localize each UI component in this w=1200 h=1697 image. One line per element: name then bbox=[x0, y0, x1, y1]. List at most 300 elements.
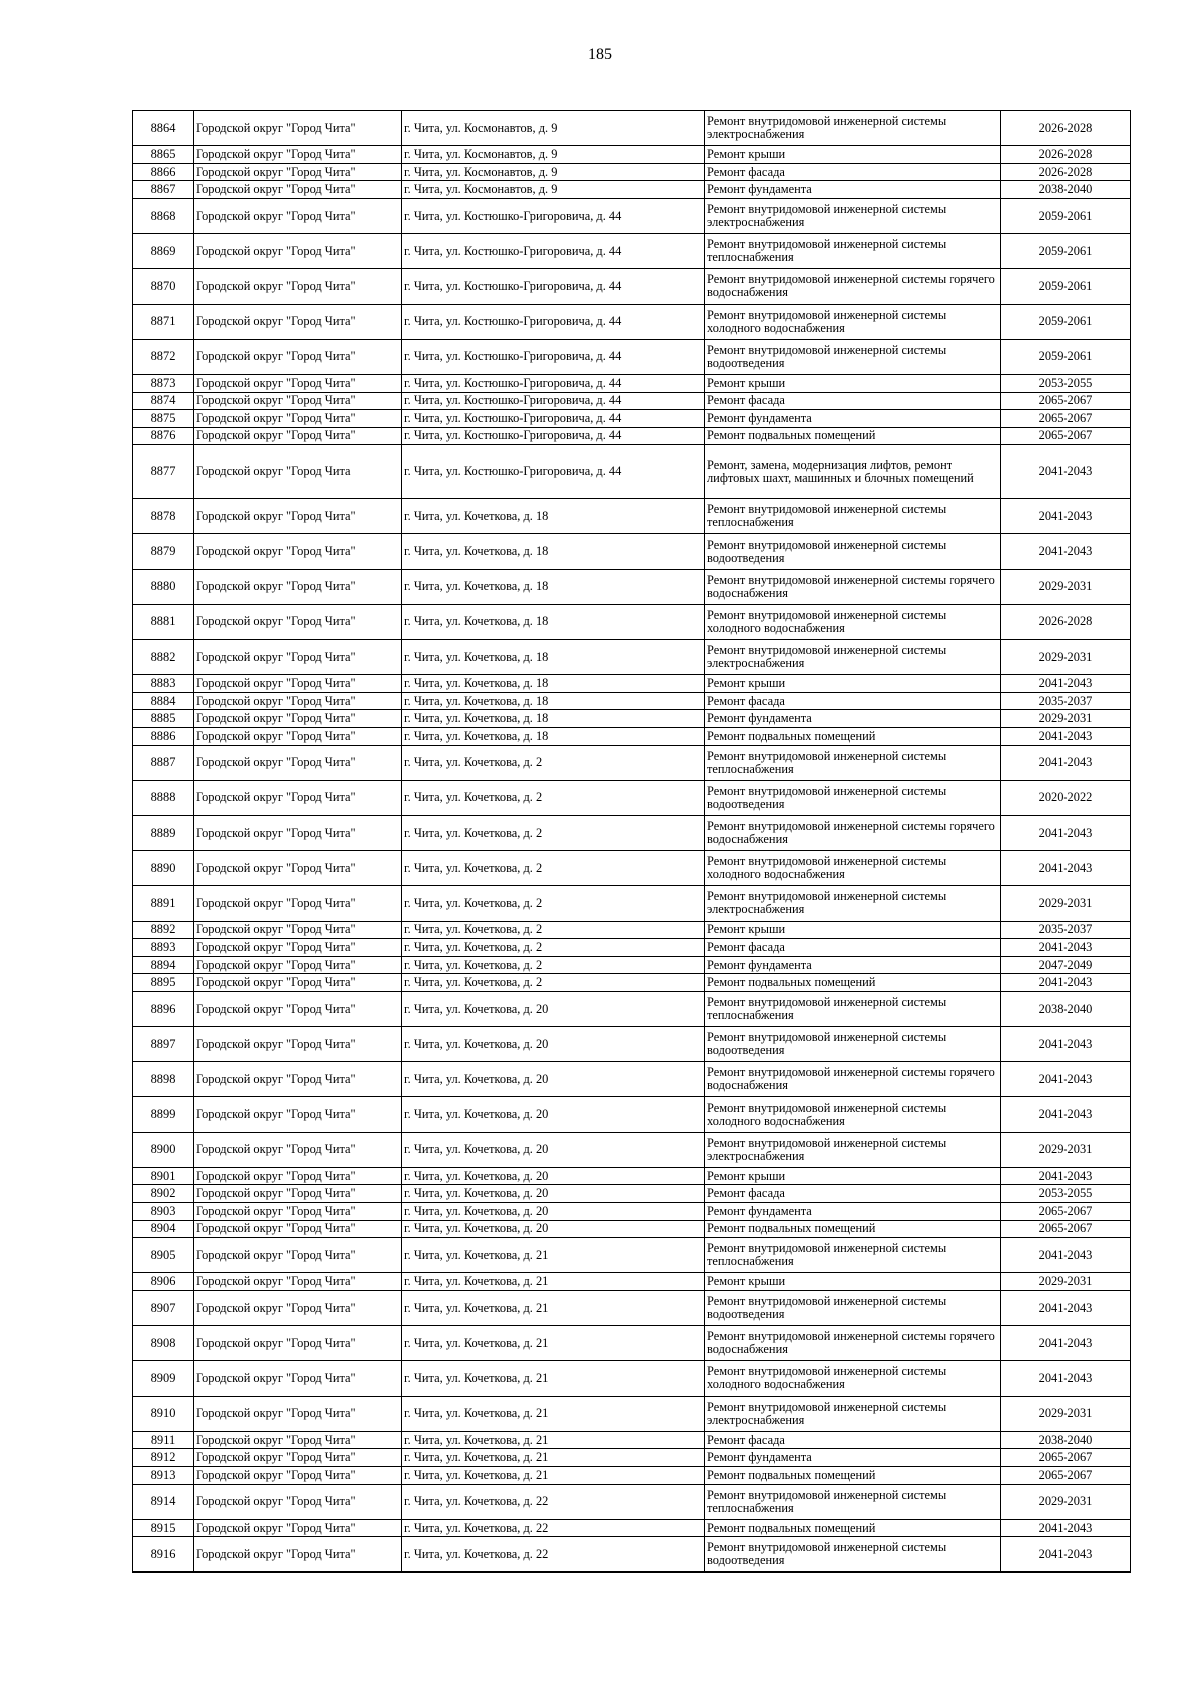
row-number-cell: 8876 bbox=[133, 427, 194, 445]
table-row bbox=[133, 445, 1131, 499]
period-cell: 2047-2049 bbox=[1001, 956, 1131, 974]
address-cell: г. Чита, ул. Костюшко-Григоровича, д. 44 bbox=[402, 198, 705, 233]
municipality-cell: Городской округ "Город Чита" bbox=[194, 604, 402, 639]
row-number-cell: 8907 bbox=[133, 1291, 194, 1326]
address-cell: г. Чита, ул. Кочеткова, д. 18 bbox=[402, 534, 705, 569]
row-number-cell: 8888 bbox=[133, 780, 194, 815]
address-cell: г. Чита, ул. Кочеткова, д. 20 bbox=[402, 1220, 705, 1238]
table-row bbox=[133, 991, 1131, 1026]
table-row bbox=[133, 1396, 1131, 1431]
period-cell: 2059-2061 bbox=[1001, 269, 1131, 304]
row-number-cell: 8897 bbox=[133, 1027, 194, 1062]
work-type-cell: Ремонт фасада bbox=[705, 163, 1001, 181]
municipality-cell: Городской округ "Город Чита" bbox=[194, 956, 402, 974]
work-type-cell: Ремонт внутридомовой инженерной системы электроснабжения bbox=[705, 640, 1001, 675]
municipality-cell: Городской округ "Город Чита" bbox=[194, 939, 402, 957]
table-row bbox=[133, 728, 1131, 746]
work-type-cell: Ремонт внутридомовой инженерной системы теплоснабжения bbox=[705, 1238, 1001, 1273]
municipality-cell: Городской округ "Город Чита" bbox=[194, 1132, 402, 1167]
municipality-cell: Городской округ "Город Чита" bbox=[194, 1291, 402, 1326]
table-row bbox=[133, 1519, 1131, 1537]
period-cell: 2041-2043 bbox=[1001, 1097, 1131, 1132]
work-type-cell: Ремонт фасада bbox=[705, 1431, 1001, 1449]
row-number-cell: 8895 bbox=[133, 974, 194, 992]
row-number-cell: 8875 bbox=[133, 410, 194, 428]
table-row bbox=[133, 304, 1131, 339]
address-cell: г. Чита, ул. Кочеткова, д. 2 bbox=[402, 956, 705, 974]
period-cell: 2029-2031 bbox=[1001, 1132, 1131, 1167]
period-cell: 2059-2061 bbox=[1001, 339, 1131, 374]
table-row bbox=[133, 939, 1131, 957]
municipality-cell: Городской округ "Город Чита" bbox=[194, 569, 402, 604]
address-cell: г. Чита, ул. Кочеткова, д. 2 bbox=[402, 780, 705, 815]
table-row bbox=[133, 956, 1131, 974]
work-type-cell: Ремонт подвальных помещений bbox=[705, 427, 1001, 445]
table-row bbox=[133, 1185, 1131, 1203]
row-number-cell: 8878 bbox=[133, 499, 194, 534]
table-row bbox=[133, 921, 1131, 939]
municipality-cell: Городской округ "Город Чита" bbox=[194, 745, 402, 780]
address-cell: г. Чита, ул. Костюшко-Григоровича, д. 44 bbox=[402, 445, 705, 499]
period-cell: 2041-2043 bbox=[1001, 1291, 1131, 1326]
period-cell: 2038-2040 bbox=[1001, 1431, 1131, 1449]
address-cell: г. Чита, ул. Кочеткова, д. 20 bbox=[402, 1167, 705, 1185]
row-number-cell: 8890 bbox=[133, 851, 194, 886]
municipality-cell: Городской округ "Город Чита" bbox=[194, 1273, 402, 1291]
address-cell: г. Чита, ул. Кочеткова, д. 20 bbox=[402, 1185, 705, 1203]
table-row bbox=[133, 1097, 1131, 1132]
table-row bbox=[133, 815, 1131, 850]
table-row bbox=[133, 1220, 1131, 1238]
municipality-cell: Городской округ "Город Чита" bbox=[194, 427, 402, 445]
period-cell: 2038-2040 bbox=[1001, 181, 1131, 199]
table-row bbox=[133, 1273, 1131, 1291]
address-cell: г. Чита, ул. Костюшко-Григоровича, д. 44 bbox=[402, 392, 705, 410]
address-cell: г. Чита, ул. Кочеткова, д. 22 bbox=[402, 1537, 705, 1572]
municipality-cell: Городской округ "Город Чита" bbox=[194, 815, 402, 850]
row-number-cell: 8906 bbox=[133, 1273, 194, 1291]
period-cell: 2041-2043 bbox=[1001, 1537, 1131, 1572]
period-cell: 2041-2043 bbox=[1001, 675, 1131, 693]
period-cell: 2041-2043 bbox=[1001, 534, 1131, 569]
row-number-cell: 8887 bbox=[133, 745, 194, 780]
work-type-cell: Ремонт внутридомовой инженерной системы горячего водоснабжения bbox=[705, 1326, 1001, 1361]
address-cell: г. Чита, ул. Костюшко-Григоровича, д. 44 bbox=[402, 269, 705, 304]
period-cell: 2026-2028 bbox=[1001, 146, 1131, 164]
period-cell: 2026-2028 bbox=[1001, 163, 1131, 181]
period-cell: 2065-2067 bbox=[1001, 1203, 1131, 1221]
address-cell: г. Чита, ул. Кочеткова, д. 2 bbox=[402, 939, 705, 957]
municipality-cell: Городской округ "Город Чита" bbox=[194, 234, 402, 269]
period-cell: 2041-2043 bbox=[1001, 1238, 1131, 1273]
address-cell: г. Чита, ул. Костюшко-Григоровича, д. 44 bbox=[402, 234, 705, 269]
work-type-cell: Ремонт подвальных помещений bbox=[705, 728, 1001, 746]
row-number-cell: 8883 bbox=[133, 675, 194, 693]
address-cell: г. Чита, ул. Кочеткова, д. 21 bbox=[402, 1396, 705, 1431]
period-cell: 2029-2031 bbox=[1001, 710, 1131, 728]
work-type-cell: Ремонт внутридомовой инженерной системы теплоснабжения bbox=[705, 1484, 1001, 1519]
work-type-cell: Ремонт подвальных помещений bbox=[705, 1466, 1001, 1484]
table-row bbox=[133, 1132, 1131, 1167]
municipality-cell: Городской округ "Город Чита" bbox=[194, 974, 402, 992]
row-number-cell: 8894 bbox=[133, 956, 194, 974]
address-cell: г. Чита, ул. Костюшко-Григоровича, д. 44 bbox=[402, 304, 705, 339]
work-type-cell: Ремонт внутридомовой инженерной системы холодного водоснабжения bbox=[705, 604, 1001, 639]
period-cell: 2020-2022 bbox=[1001, 780, 1131, 815]
period-cell: 2041-2043 bbox=[1001, 1519, 1131, 1537]
work-type-cell: Ремонт внутридомовой инженерной системы водоотведения bbox=[705, 1537, 1001, 1572]
row-number-cell: 8899 bbox=[133, 1097, 194, 1132]
row-number-cell: 8900 bbox=[133, 1132, 194, 1167]
row-number-cell: 8877 bbox=[133, 445, 194, 499]
municipality-cell: Городской округ "Город Чита" bbox=[194, 1396, 402, 1431]
table-row bbox=[133, 269, 1131, 304]
row-number-cell: 8865 bbox=[133, 146, 194, 164]
table-row bbox=[133, 640, 1131, 675]
table-row bbox=[133, 710, 1131, 728]
period-cell: 2035-2037 bbox=[1001, 692, 1131, 710]
row-number-cell: 8891 bbox=[133, 886, 194, 921]
municipality-cell: Городской округ "Город Чита bbox=[194, 445, 402, 499]
address-cell: г. Чита, ул. Кочеткова, д. 21 bbox=[402, 1273, 705, 1291]
table-row bbox=[133, 1361, 1131, 1396]
address-cell: г. Чита, ул. Кочеткова, д. 20 bbox=[402, 1097, 705, 1132]
address-cell: г. Чита, ул. Кочеткова, д. 18 bbox=[402, 710, 705, 728]
address-cell: г. Чита, ул. Космонавтов, д. 9 bbox=[402, 146, 705, 164]
municipality-cell: Городской округ "Город Чита" bbox=[194, 1167, 402, 1185]
municipality-cell: Городской округ "Город Чита" bbox=[194, 198, 402, 233]
table-row bbox=[133, 1449, 1131, 1467]
work-type-cell: Ремонт фасада bbox=[705, 692, 1001, 710]
page-number: 185 bbox=[588, 46, 612, 63]
municipality-cell: Городской округ "Город Чита" bbox=[194, 1484, 402, 1519]
work-type-cell: Ремонт внутридомовой инженерной системы теплоснабжения bbox=[705, 745, 1001, 780]
municipality-cell: Городской округ "Город Чита" bbox=[194, 392, 402, 410]
work-type-cell: Ремонт внутридомовой инженерной системы водоотведения bbox=[705, 534, 1001, 569]
municipality-cell: Городской округ "Город Чита" bbox=[194, 146, 402, 164]
address-cell: г. Чита, ул. Космонавтов, д. 9 bbox=[402, 181, 705, 199]
address-cell: г. Чита, ул. Костюшко-Григоровича, д. 44 bbox=[402, 410, 705, 428]
work-type-cell: Ремонт внутридомовой инженерной системы теплоснабжения bbox=[705, 234, 1001, 269]
period-cell: 2059-2061 bbox=[1001, 198, 1131, 233]
row-number-cell: 8903 bbox=[133, 1203, 194, 1221]
row-number-cell: 8896 bbox=[133, 991, 194, 1026]
table-row bbox=[133, 675, 1131, 693]
municipality-cell: Городской округ "Город Чита" bbox=[194, 163, 402, 181]
address-cell: г. Чита, ул. Кочеткова, д. 18 bbox=[402, 604, 705, 639]
municipality-cell: Городской округ "Город Чита" bbox=[194, 269, 402, 304]
table-row bbox=[133, 974, 1131, 992]
row-number-cell: 8873 bbox=[133, 374, 194, 392]
table-row bbox=[133, 427, 1131, 445]
work-type-cell: Ремонт внутридомовой инженерной системы горячего водоснабжения bbox=[705, 815, 1001, 850]
row-number-cell: 8881 bbox=[133, 604, 194, 639]
table-body bbox=[133, 111, 1131, 1573]
municipality-cell: Городской округ "Город Чита" bbox=[194, 1027, 402, 1062]
table-row bbox=[133, 604, 1131, 639]
municipality-cell: Городской округ "Город Чита" bbox=[194, 1537, 402, 1572]
period-cell: 2059-2061 bbox=[1001, 304, 1131, 339]
work-type-cell: Ремонт фундамента bbox=[705, 181, 1001, 199]
address-cell: г. Чита, ул. Кочеткова, д. 18 bbox=[402, 569, 705, 604]
work-type-cell: Ремонт фасада bbox=[705, 939, 1001, 957]
table-row bbox=[133, 780, 1131, 815]
period-cell: 2041-2043 bbox=[1001, 939, 1131, 957]
municipality-cell: Городской округ "Город Чита" bbox=[194, 851, 402, 886]
work-type-cell: Ремонт фундамента bbox=[705, 1449, 1001, 1467]
period-cell: 2041-2043 bbox=[1001, 815, 1131, 850]
table-row bbox=[133, 392, 1131, 410]
municipality-cell: Городской округ "Город Чита" bbox=[194, 1326, 402, 1361]
work-type-cell: Ремонт внутридомовой инженерной системы водоотведения bbox=[705, 780, 1001, 815]
municipality-cell: Городской округ "Город Чита" bbox=[194, 1185, 402, 1203]
table-row bbox=[133, 692, 1131, 710]
work-type-cell: Ремонт внутридомовой инженерной системы водоотведения bbox=[705, 1291, 1001, 1326]
period-cell: 2029-2031 bbox=[1001, 640, 1131, 675]
period-cell: 2041-2043 bbox=[1001, 1062, 1131, 1097]
period-cell: 2041-2043 bbox=[1001, 1027, 1131, 1062]
municipality-cell: Городской округ "Город Чита" bbox=[194, 1097, 402, 1132]
municipality-cell: Городской округ "Город Чита" bbox=[194, 1238, 402, 1273]
table-row bbox=[133, 745, 1131, 780]
row-number-cell: 8916 bbox=[133, 1537, 194, 1572]
address-cell: г. Чита, ул. Костюшко-Григоровича, д. 44 bbox=[402, 339, 705, 374]
work-type-cell: Ремонт подвальных помещений bbox=[705, 1220, 1001, 1238]
address-cell: г. Чита, ул. Кочеткова, д. 18 bbox=[402, 640, 705, 675]
table-row bbox=[133, 146, 1131, 164]
table-row bbox=[133, 198, 1131, 233]
table-row bbox=[133, 1326, 1131, 1361]
work-type-cell: Ремонт подвальных помещений bbox=[705, 974, 1001, 992]
work-type-cell: Ремонт крыши bbox=[705, 146, 1001, 164]
row-number-cell: 8912 bbox=[133, 1449, 194, 1467]
municipality-cell: Городской округ "Город Чита" bbox=[194, 339, 402, 374]
period-cell: 2041-2043 bbox=[1001, 1167, 1131, 1185]
municipality-cell: Городской округ "Город Чита" bbox=[194, 1519, 402, 1537]
address-cell: г. Чита, ул. Кочеткова, д. 18 bbox=[402, 499, 705, 534]
work-type-cell: Ремонт внутридомовой инженерной системы электроснабжения bbox=[705, 1396, 1001, 1431]
repair-schedule-table bbox=[132, 110, 1131, 1573]
period-cell: 2059-2061 bbox=[1001, 234, 1131, 269]
address-cell: г. Чита, ул. Космонавтов, д. 9 bbox=[402, 111, 705, 146]
period-cell: 2038-2040 bbox=[1001, 991, 1131, 1026]
period-cell: 2065-2067 bbox=[1001, 1220, 1131, 1238]
work-type-cell: Ремонт внутридомовой инженерной системы горячего водоснабжения bbox=[705, 1062, 1001, 1097]
work-type-cell: Ремонт крыши bbox=[705, 1273, 1001, 1291]
address-cell: г. Чита, ул. Кочеткова, д. 20 bbox=[402, 1062, 705, 1097]
period-cell: 2041-2043 bbox=[1001, 745, 1131, 780]
table-row bbox=[133, 234, 1131, 269]
municipality-cell: Городской округ "Город Чита" bbox=[194, 1062, 402, 1097]
period-cell: 2041-2043 bbox=[1001, 851, 1131, 886]
period-cell: 2041-2043 bbox=[1001, 1361, 1131, 1396]
table-row bbox=[133, 1167, 1131, 1185]
table-row bbox=[133, 569, 1131, 604]
work-type-cell: Ремонт, замена, модернизация лифтов, ремонт лифтовых шахт, машинных и блочных помещений bbox=[705, 445, 1001, 499]
period-cell: 2041-2043 bbox=[1001, 499, 1131, 534]
row-number-cell: 8911 bbox=[133, 1431, 194, 1449]
period-cell: 2029-2031 bbox=[1001, 1273, 1131, 1291]
period-cell: 2065-2067 bbox=[1001, 410, 1131, 428]
municipality-cell: Городской округ "Город Чита" bbox=[194, 374, 402, 392]
address-cell: г. Чита, ул. Кочеткова, д. 21 bbox=[402, 1466, 705, 1484]
row-number-cell: 8913 bbox=[133, 1466, 194, 1484]
row-number-cell: 8889 bbox=[133, 815, 194, 850]
address-cell: г. Чита, ул. Кочеткова, д. 21 bbox=[402, 1431, 705, 1449]
row-number-cell: 8905 bbox=[133, 1238, 194, 1273]
table-row bbox=[133, 1484, 1131, 1519]
municipality-cell: Городской округ "Город Чита" bbox=[194, 304, 402, 339]
row-number-cell: 8904 bbox=[133, 1220, 194, 1238]
row-number-cell: 8872 bbox=[133, 339, 194, 374]
period-cell: 2026-2028 bbox=[1001, 111, 1131, 146]
period-cell: 2065-2067 bbox=[1001, 1466, 1131, 1484]
work-type-cell: Ремонт внутридомовой инженерной системы холодного водоснабжения bbox=[705, 1097, 1001, 1132]
row-number-cell: 8871 bbox=[133, 304, 194, 339]
municipality-cell: Городской округ "Город Чита" bbox=[194, 181, 402, 199]
work-type-cell: Ремонт внутридомовой инженерной системы водоотведения bbox=[705, 1027, 1001, 1062]
table-row bbox=[133, 163, 1131, 181]
address-cell: г. Чита, ул. Кочеткова, д. 20 bbox=[402, 1027, 705, 1062]
address-cell: г. Чита, ул. Кочеткова, д. 20 bbox=[402, 1132, 705, 1167]
row-number-cell: 8909 bbox=[133, 1361, 194, 1396]
period-cell: 2053-2055 bbox=[1001, 1185, 1131, 1203]
municipality-cell: Городской округ "Город Чита" bbox=[194, 780, 402, 815]
row-number-cell: 8869 bbox=[133, 234, 194, 269]
table-row bbox=[133, 1027, 1131, 1062]
municipality-cell: Городской округ "Город Чита" bbox=[194, 991, 402, 1026]
row-number-cell: 8884 bbox=[133, 692, 194, 710]
address-cell: г. Чита, ул. Кочеткова, д. 18 bbox=[402, 675, 705, 693]
row-number-cell: 8882 bbox=[133, 640, 194, 675]
table-row bbox=[133, 1537, 1131, 1572]
period-cell: 2029-2031 bbox=[1001, 886, 1131, 921]
address-cell: г. Чита, ул. Кочеткова, д. 18 bbox=[402, 728, 705, 746]
municipality-cell: Городской округ "Город Чита" bbox=[194, 1203, 402, 1221]
municipality-cell: Городской округ "Город Чита" bbox=[194, 921, 402, 939]
period-cell: 2041-2043 bbox=[1001, 1326, 1131, 1361]
municipality-cell: Городской округ "Город Чита" bbox=[194, 1220, 402, 1238]
work-type-cell: Ремонт фундамента bbox=[705, 410, 1001, 428]
municipality-cell: Городской округ "Город Чита" bbox=[194, 1466, 402, 1484]
work-type-cell: Ремонт подвальных помещений bbox=[705, 1519, 1001, 1537]
row-number-cell: 8864 bbox=[133, 111, 194, 146]
table-row bbox=[133, 851, 1131, 886]
table-row bbox=[133, 181, 1131, 199]
table-row bbox=[133, 1466, 1131, 1484]
municipality-cell: Городской округ "Город Чита" bbox=[194, 410, 402, 428]
period-cell: 2026-2028 bbox=[1001, 604, 1131, 639]
address-cell: г. Чита, ул. Кочеткова, д. 2 bbox=[402, 815, 705, 850]
period-cell: 2029-2031 bbox=[1001, 1396, 1131, 1431]
work-type-cell: Ремонт внутридомовой инженерной системы холодного водоснабжения bbox=[705, 304, 1001, 339]
work-type-cell: Ремонт внутридомовой инженерной системы холодного водоснабжения bbox=[705, 1361, 1001, 1396]
work-type-cell: Ремонт фундамента bbox=[705, 1203, 1001, 1221]
table-row bbox=[133, 886, 1131, 921]
address-cell: г. Чита, ул. Кочеткова, д. 2 bbox=[402, 851, 705, 886]
address-cell: г. Чита, ул. Космонавтов, д. 9 bbox=[402, 163, 705, 181]
work-type-cell: Ремонт фасада bbox=[705, 392, 1001, 410]
address-cell: г. Чита, ул. Кочеткова, д. 2 bbox=[402, 745, 705, 780]
table-row bbox=[133, 339, 1131, 374]
work-type-cell: Ремонт внутридомовой инженерной системы горячего водоснабжения bbox=[705, 269, 1001, 304]
work-type-cell: Ремонт внутридомовой инженерной системы холодного водоснабжения bbox=[705, 851, 1001, 886]
address-cell: г. Чита, ул. Кочеткова, д. 20 bbox=[402, 1203, 705, 1221]
municipality-cell: Городской округ "Город Чита" bbox=[194, 1361, 402, 1396]
row-number-cell: 8879 bbox=[133, 534, 194, 569]
work-type-cell: Ремонт крыши bbox=[705, 374, 1001, 392]
table-row bbox=[133, 410, 1131, 428]
table-row bbox=[133, 1203, 1131, 1221]
work-type-cell: Ремонт внутридомовой инженерной системы электроснабжения bbox=[705, 886, 1001, 921]
table-row bbox=[133, 534, 1131, 569]
municipality-cell: Городской округ "Город Чита" bbox=[194, 710, 402, 728]
period-cell: 2041-2043 bbox=[1001, 728, 1131, 746]
row-number-cell: 8870 bbox=[133, 269, 194, 304]
row-number-cell: 8901 bbox=[133, 1167, 194, 1185]
municipality-cell: Городской округ "Город Чита" bbox=[194, 1431, 402, 1449]
period-cell: 2053-2055 bbox=[1001, 374, 1131, 392]
address-cell: г. Чита, ул. Кочеткова, д. 21 bbox=[402, 1326, 705, 1361]
address-cell: г. Чита, ул. Кочеткова, д. 21 bbox=[402, 1361, 705, 1396]
table-row bbox=[133, 1431, 1131, 1449]
period-cell: 2029-2031 bbox=[1001, 569, 1131, 604]
work-type-cell: Ремонт внутридомовой инженерной системы водоотведения bbox=[705, 339, 1001, 374]
work-type-cell: Ремонт внутридомовой инженерной системы горячего водоснабжения bbox=[705, 569, 1001, 604]
row-number-cell: 8866 bbox=[133, 163, 194, 181]
work-type-cell: Ремонт фасада bbox=[705, 1185, 1001, 1203]
period-cell: 2065-2067 bbox=[1001, 392, 1131, 410]
period-cell: 2029-2031 bbox=[1001, 1484, 1131, 1519]
address-cell: г. Чита, ул. Кочеткова, д. 20 bbox=[402, 991, 705, 1026]
municipality-cell: Городской округ "Город Чита" bbox=[194, 499, 402, 534]
address-cell: г. Чита, ул. Кочеткова, д. 21 bbox=[402, 1291, 705, 1326]
row-number-cell: 8892 bbox=[133, 921, 194, 939]
address-cell: г. Чита, ул. Кочеткова, д. 2 bbox=[402, 886, 705, 921]
table-row bbox=[133, 111, 1131, 146]
work-type-cell: Ремонт крыши bbox=[705, 1167, 1001, 1185]
row-number-cell: 8868 bbox=[133, 198, 194, 233]
table-row bbox=[133, 374, 1131, 392]
address-cell: г. Чита, ул. Кочеткова, д. 2 bbox=[402, 974, 705, 992]
work-type-cell: Ремонт фундамента bbox=[705, 956, 1001, 974]
period-cell: 2041-2043 bbox=[1001, 974, 1131, 992]
row-number-cell: 8874 bbox=[133, 392, 194, 410]
address-cell: г. Чита, ул. Кочеткова, д. 21 bbox=[402, 1238, 705, 1273]
row-number-cell: 8915 bbox=[133, 1519, 194, 1537]
row-number-cell: 8885 bbox=[133, 710, 194, 728]
municipality-cell: Городской округ "Город Чита" bbox=[194, 675, 402, 693]
period-cell: 2035-2037 bbox=[1001, 921, 1131, 939]
period-cell: 2065-2067 bbox=[1001, 1449, 1131, 1467]
row-number-cell: 8914 bbox=[133, 1484, 194, 1519]
row-number-cell: 8908 bbox=[133, 1326, 194, 1361]
address-cell: г. Чита, ул. Кочеткова, д. 21 bbox=[402, 1449, 705, 1467]
table-row bbox=[133, 1291, 1131, 1326]
table-row bbox=[133, 499, 1131, 534]
work-type-cell: Ремонт внутридомовой инженерной системы электроснабжения bbox=[705, 198, 1001, 233]
address-cell: г. Чита, ул. Кочеткова, д. 18 bbox=[402, 692, 705, 710]
row-number-cell: 8893 bbox=[133, 939, 194, 957]
address-cell: г. Чита, ул. Костюшко-Григоровича, д. 44 bbox=[402, 374, 705, 392]
municipality-cell: Городской округ "Город Чита" bbox=[194, 886, 402, 921]
period-cell: 2041-2043 bbox=[1001, 445, 1131, 499]
municipality-cell: Городской округ "Город Чита" bbox=[194, 1449, 402, 1467]
work-type-cell: Ремонт внутридомовой инженерной системы электроснабжения bbox=[705, 111, 1001, 146]
work-type-cell: Ремонт внутридомовой инженерной системы теплоснабжения bbox=[705, 499, 1001, 534]
work-type-cell: Ремонт крыши bbox=[705, 921, 1001, 939]
row-number-cell: 8910 bbox=[133, 1396, 194, 1431]
